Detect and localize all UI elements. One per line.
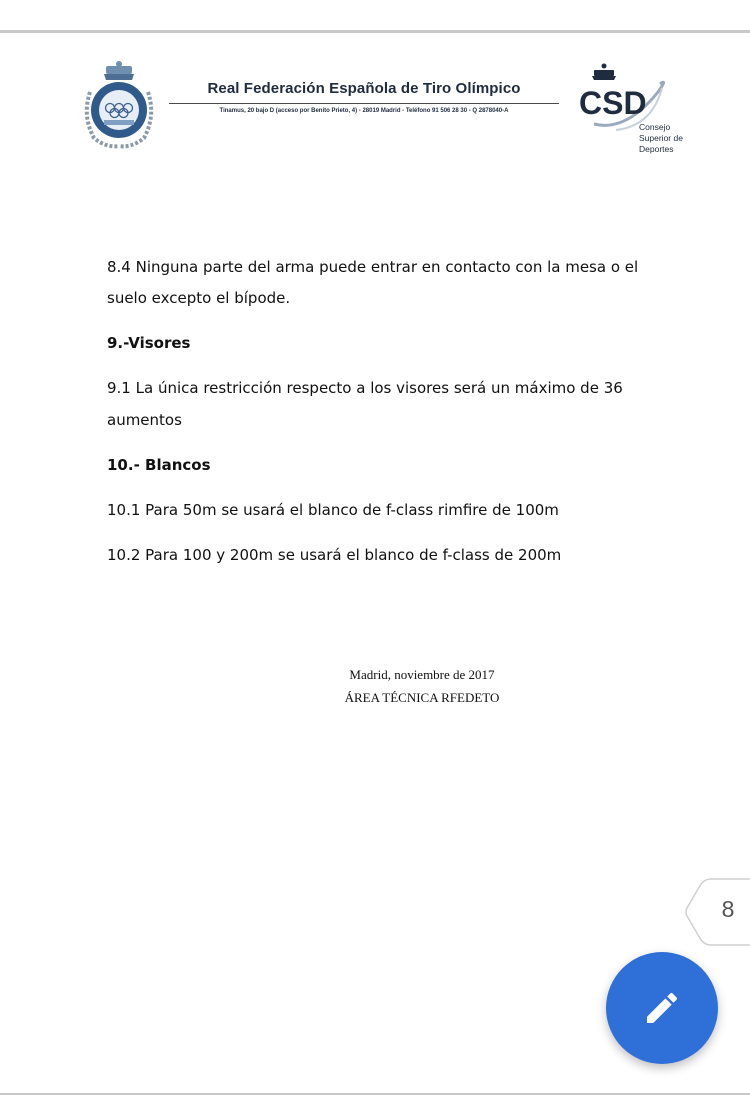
paragraph-9-1-line-1: 9.1 La única restricción respecto a los visores será un máximo de 36 bbox=[107, 379, 623, 397]
csd-subtitle-line: Consejo bbox=[639, 122, 671, 132]
signature-place-date: Madrid, noviembre de 2017 bbox=[349, 667, 495, 682]
heading-visores: 9.-Visores bbox=[107, 334, 191, 352]
edit-fab-button[interactable] bbox=[606, 952, 718, 1064]
pencil-icon bbox=[642, 988, 682, 1028]
paragraph-10-2: 10.2 Para 100 y 200m se usará el blanco de f-class de 200m bbox=[107, 546, 562, 564]
top-divider bbox=[0, 30, 750, 33]
paragraph-8-4-line-1: 8.4 Ninguna parte del arma puede entrar en contacto con la mesa o el bbox=[107, 258, 639, 276]
heading-blancos: 10.- Blancos bbox=[107, 456, 211, 474]
paragraph-8-4-line-2: suelo excepto el bípode. bbox=[107, 289, 291, 307]
csd-subtitle-line: Superior de bbox=[639, 133, 683, 143]
rfedeto-crest-logo bbox=[80, 58, 158, 150]
letterhead-rule bbox=[169, 103, 559, 104]
csd-subtitle bbox=[639, 122, 683, 155]
paragraph-10-1: 10.1 Para 50m se usará el blanco de f-class rimfire de 100m bbox=[107, 501, 559, 519]
csd-logo-text: CSD bbox=[579, 85, 647, 121]
federation-name: Real Federación Española de Tiro Olímpico bbox=[207, 80, 521, 97]
page-number[interactable]: 8 bbox=[721, 896, 735, 922]
letterhead bbox=[168, 80, 560, 114]
federation-address: Tinamus, 20 bajo D (acceso por Benito Prieto, 4) - 28019 Madrid - Teléfono 91 506 28 30 - Q 2878040-A bbox=[219, 108, 509, 114]
csd-subtitle-line: Deportes bbox=[639, 144, 674, 154]
bottom-divider bbox=[0, 1093, 750, 1095]
signature-area: ÁREA TÉCNICA RFEDETO bbox=[344, 690, 500, 705]
paragraph-9-1-line-2: aumentos bbox=[107, 411, 182, 429]
